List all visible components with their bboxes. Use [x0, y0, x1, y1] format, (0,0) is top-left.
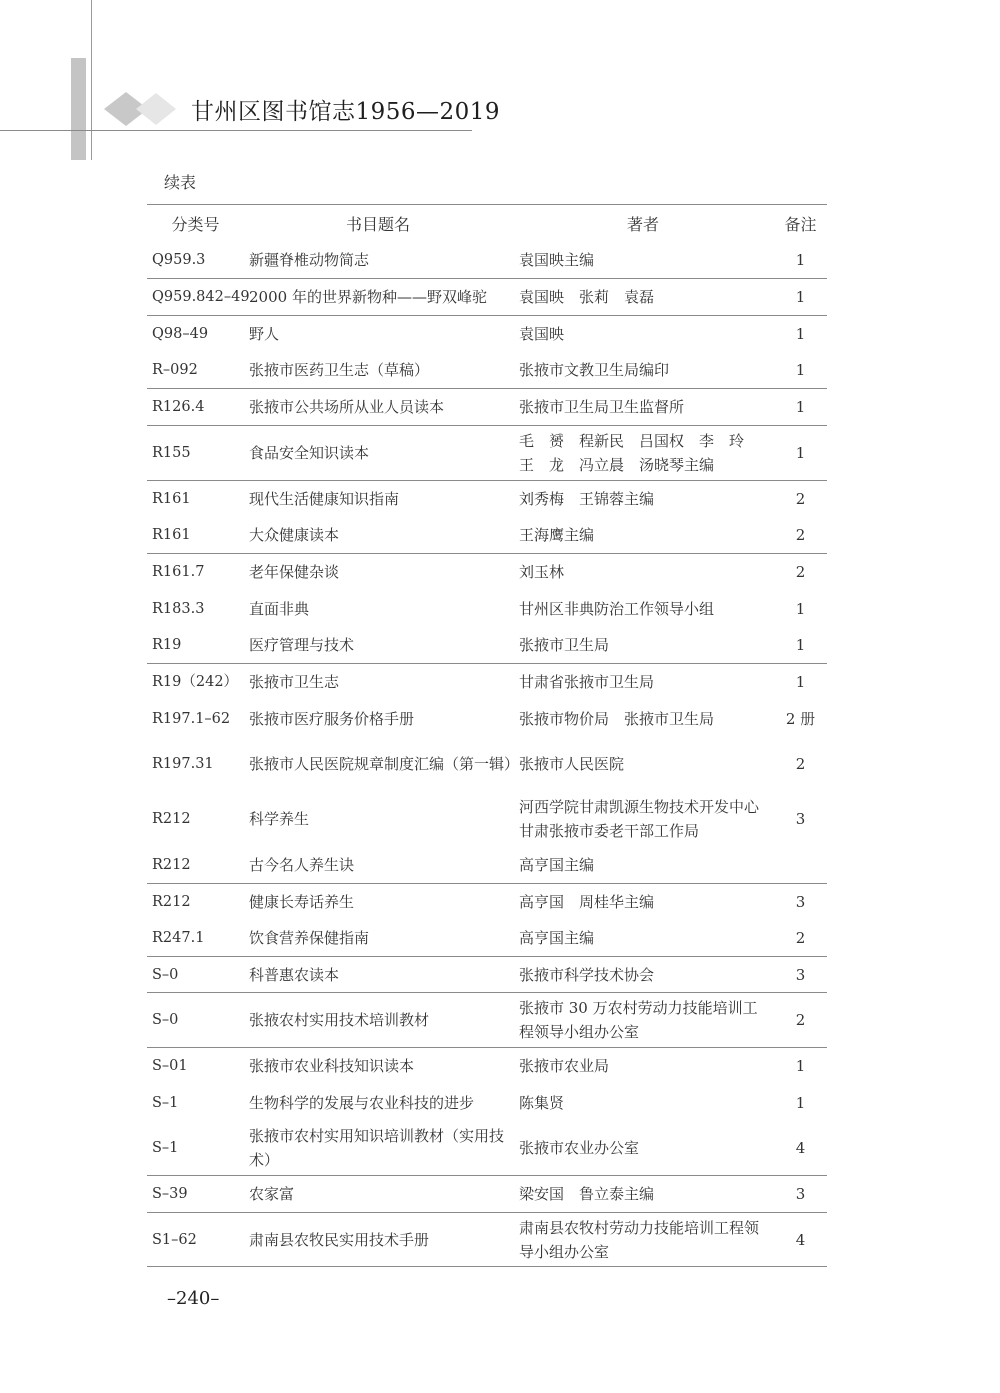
author-cell: 张掖市科学技术协会	[512, 956, 774, 992]
author-cell: 陈集贤	[519, 1093, 565, 1112]
note-cell: 4	[774, 1212, 827, 1266]
table-row	[147, 242, 827, 278]
note-cell: 1	[774, 315, 827, 351]
class-no-cell: R197.31	[152, 756, 214, 772]
author-cell: 刘玉林	[512, 553, 774, 590]
table-row	[147, 1175, 827, 1212]
note-cell: 1	[774, 425, 827, 480]
table-row	[147, 315, 827, 351]
class-no-cell: S–39	[147, 1175, 244, 1212]
class-no-cell: R212	[147, 883, 244, 919]
title-cell: 生物科学的发展与农业科技的进步	[249, 1093, 475, 1112]
title-cell: 农家富	[244, 1175, 512, 1212]
class-no-cell: R212	[152, 856, 191, 873]
class-no-cell: S–1	[152, 1094, 179, 1111]
note-cell: 1	[774, 278, 827, 315]
table-row	[147, 278, 827, 315]
table-row	[147, 1084, 827, 1120]
table-row	[147, 388, 827, 425]
table-row	[147, 846, 827, 883]
note-cell: 1	[774, 663, 827, 700]
table-row	[147, 700, 827, 736]
class-no-cell: R161	[152, 527, 191, 544]
class-no-cell: S–0	[147, 956, 244, 992]
class-no-cell: R183.3	[152, 601, 205, 617]
author-cell: 肃南县农牧村劳动力技能培训工程领导小组办公室	[512, 1212, 774, 1266]
table-row	[147, 517, 827, 553]
table-row	[147, 425, 827, 480]
title-cell: 现代生活健康知识指南	[244, 480, 512, 517]
table-row	[147, 1047, 827, 1084]
author-cell: 张掖市农业局	[512, 1047, 774, 1084]
title-cell: 张掖农村实用技术培训教材	[244, 992, 512, 1047]
title-cell: 2000 年的世界新物种——野双峰驼	[244, 278, 512, 315]
note-cell: 1	[795, 360, 806, 379]
table-caption: 续表	[164, 173, 197, 192]
class-no-cell: R126.4	[147, 388, 244, 425]
table-row	[147, 736, 827, 791]
table-row	[147, 480, 827, 517]
column-header-note: 备注	[774, 205, 827, 243]
class-no-cell: R161.7	[147, 553, 244, 590]
title-cell: 医疗管理与技术	[249, 636, 355, 655]
book-title: 甘州区图书馆志1956—2019	[191, 99, 501, 125]
class-no-cell: R–092	[152, 361, 198, 378]
table-header-row	[147, 205, 827, 243]
table-row	[147, 956, 827, 992]
title-cell: 大众健康读本	[249, 526, 340, 545]
note-cell: 1	[795, 636, 806, 655]
book-catalog-table	[147, 204, 827, 1267]
table-row	[147, 1212, 827, 1266]
author-cell: 高亨国 周桂华主编	[512, 883, 774, 919]
note-cell: 3	[774, 1175, 827, 1212]
note-cell: 2	[774, 480, 827, 517]
table-row	[147, 883, 827, 919]
author-cell: 袁国映主编	[519, 251, 595, 270]
header-diamond-ornament	[104, 91, 184, 127]
note-cell	[774, 846, 827, 883]
author-cell: 河西学院甘肃凯源生物技术开发中心 甘肃张掖市委老干部工作局	[519, 798, 775, 840]
title-cell: 直面非典	[249, 600, 310, 618]
author-cell: 毛 赟 程新民 吕国权 李 玲 王 龙 冯立晨 汤晓琴主编	[512, 425, 774, 480]
title-cell: 张掖市农村实用知识培训教材（实用技术）	[249, 1126, 505, 1169]
author-cell: 甘州区非典防治工作领导小组	[519, 600, 715, 618]
table-row	[147, 553, 827, 590]
note-cell: 1	[795, 600, 806, 618]
table-row	[147, 791, 827, 846]
author-cell: 袁国映	[512, 315, 774, 351]
title-cell: 野人	[244, 315, 512, 351]
header-horizontal-rule	[0, 130, 472, 131]
table-row	[147, 992, 827, 1047]
class-no-cell: Q959.3	[152, 252, 206, 269]
author-cell: 高亨国主编	[519, 855, 595, 874]
title-cell: 健康长寿话养生	[244, 883, 512, 919]
author-cell: 张掖市农业办公室	[519, 1138, 640, 1157]
title-cell: 饮食营养保健指南	[249, 928, 370, 947]
author-cell: 袁国映 张莉 袁磊	[512, 278, 774, 315]
note-cell: 2	[774, 992, 827, 1047]
title-cell: 张掖市农业科技知识读本	[244, 1047, 512, 1084]
note-cell: 4	[795, 1138, 806, 1157]
author-cell: 张掖市卫生局卫生监督所	[512, 388, 774, 425]
title-cell: 科学养生	[249, 810, 310, 828]
title-cell: 张掖市医药卫生志（草稿）	[249, 360, 430, 379]
author-cell: 张掖市物价局 张掖市卫生局	[519, 709, 715, 728]
note-cell: 1	[795, 1093, 806, 1112]
table-body	[147, 242, 827, 1266]
table-row	[147, 663, 827, 700]
class-no-cell: S–01	[147, 1047, 244, 1084]
title-cell: 新疆脊椎动物简志	[249, 251, 370, 270]
class-no-cell: Q98–49	[147, 315, 244, 351]
title-cell: 张掖市医疗服务价格手册	[249, 709, 415, 728]
note-cell: 1	[774, 388, 827, 425]
title-cell: 张掖市卫生志	[244, 663, 512, 700]
note-cell: 2 册	[785, 709, 816, 728]
note-cell: 2	[795, 928, 806, 947]
class-no-cell: S–1	[152, 1139, 179, 1156]
note-cell: 1	[774, 1047, 827, 1084]
page-number: –240–	[167, 1288, 220, 1309]
author-cell: 张掖市 30 万农村劳动力技能培训工程领导小组办公室	[512, 992, 774, 1047]
class-no-cell: S–0	[147, 992, 244, 1047]
author-cell: 刘秀梅 王锦蓉主编	[512, 480, 774, 517]
class-no-cell: Q959.842–49	[147, 278, 244, 315]
author-cell: 高亨国主编	[519, 928, 595, 947]
class-no-cell: R197.1–62	[152, 710, 231, 727]
note-cell: 3	[774, 956, 827, 992]
author-cell: 张掖市人民医院	[519, 755, 625, 773]
class-no-cell: R247.1	[152, 929, 205, 946]
author-cell: 梁安国 鲁立泰主编	[512, 1175, 774, 1212]
author-cell: 甘肃省张掖市卫生局	[512, 663, 774, 700]
column-header-class-no: 分类号	[147, 205, 244, 243]
class-no-cell: R212	[152, 811, 191, 827]
table-row	[147, 1120, 827, 1175]
note-cell: 3	[795, 810, 806, 828]
author-cell: 张掖市文教卫生局编印	[519, 360, 670, 379]
note-cell: 2	[774, 553, 827, 590]
class-no-cell: S1–62	[147, 1212, 244, 1266]
note-cell: 3	[774, 883, 827, 919]
title-cell: 古今名人养生诀	[249, 855, 355, 874]
column-header-title: 书目题名	[244, 205, 512, 243]
title-cell: 老年保健杂谈	[244, 553, 512, 590]
title-cell: 科普惠农读本	[244, 956, 512, 992]
table-row	[147, 351, 827, 388]
author-cell: 张掖市卫生局	[519, 636, 610, 655]
class-no-cell: R19（242）	[147, 663, 244, 700]
column-header-author: 著者	[512, 205, 774, 243]
table-row	[147, 590, 827, 627]
title-cell: 张掖市公共场所从业人员读本	[244, 388, 512, 425]
table-row	[147, 919, 827, 956]
note-cell: 2	[795, 526, 806, 545]
table-row	[147, 627, 827, 663]
class-no-cell: R19	[152, 637, 182, 654]
class-no-cell: R161	[147, 480, 244, 517]
author-cell: 王海鹰主编	[519, 526, 595, 545]
class-no-cell: R155	[147, 425, 244, 480]
title-cell: 张掖市人民医院规章制度汇编（第一辑）	[249, 755, 520, 773]
title-cell: 食品安全知识读本	[244, 425, 512, 480]
note-cell: 1	[795, 251, 806, 270]
header-vertical-rule	[91, 0, 92, 160]
note-cell: 2	[795, 755, 806, 773]
title-cell: 肃南县农牧民实用技术手册	[244, 1212, 512, 1266]
header-gray-bar	[71, 58, 86, 160]
